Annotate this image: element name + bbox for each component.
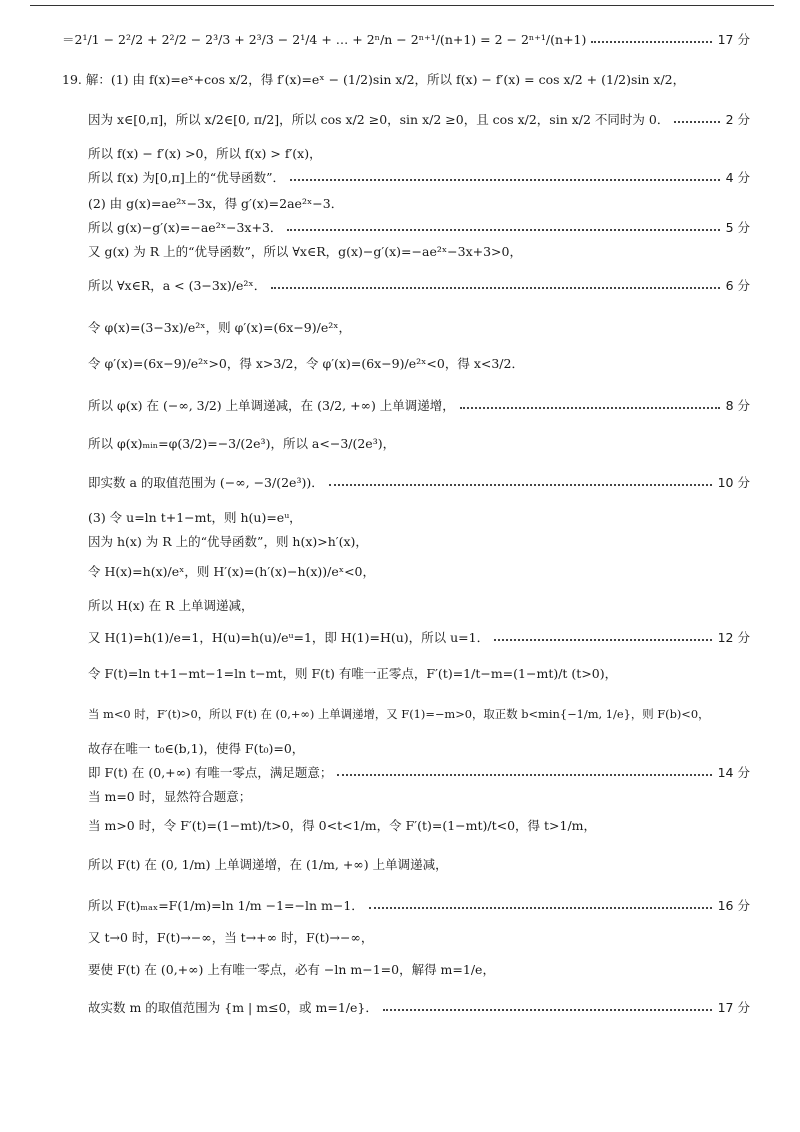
- dot-leader: [337, 774, 711, 776]
- solution-line: [62, 32, 750, 47]
- line-text: 所以 f(x) 为[0,π]上的“优导函数”．: [88, 170, 286, 185]
- dot-leader: [591, 41, 711, 43]
- score-label: 17 分: [717, 1000, 750, 1015]
- solution-line: [88, 818, 596, 833]
- solution-line: [62, 72, 685, 87]
- line-text: 所以 H(x) 在 R 上单调递减，: [88, 598, 254, 613]
- line-text: 又 g(x) 为 R 上的“优导函数”，所以 ∀x∈R，g(x)−g′(x)=−ae²ˣ−3x+3>0，: [88, 244, 522, 259]
- solution-line: [88, 930, 373, 945]
- solution-line: [88, 170, 750, 185]
- line-text: 所以 f(x) − f′(x) >0，所以 f(x) > f′(x)，: [88, 146, 322, 161]
- line-text: 因为 x∈[0,π]，所以 x/2∈[0, π/2]，所以 cos x/2 ≥0，sin x/2 ≥0，且 cos x/2，sin x/2 不同时为 0．: [88, 112, 670, 127]
- top-border-line: [30, 5, 774, 6]
- line-text: 所以 φ(x)ₘᵢₙ=φ(3/2)=−3/(2e³)，所以 a<−3/(2e³)，: [88, 436, 396, 451]
- page-bottom-margin: [0, 1072, 800, 1132]
- solution-line: [88, 278, 750, 293]
- solution-line: [88, 708, 710, 722]
- solution-line: [88, 666, 617, 681]
- solution-line: [88, 765, 750, 780]
- solution-line: [88, 962, 495, 977]
- line-text: (2) 由 g(x)=ae²ˣ−3x，得 g′(x)=2ae²ˣ−3．: [88, 196, 344, 211]
- score-label: 10 分: [717, 475, 750, 490]
- line-text: 当 m>0 时，令 F′(t)=(1−mt)/t>0，得 0<t<1/m，令 F′(t)=(1−mt)/t<0，得 t>1/m，: [88, 818, 597, 833]
- line-text: 19. 解：(1) 由 f(x)=eˣ+cos x/2，得 f′(x)=eˣ − (1/2)sin x/2，所以 f(x) − f′(x) = cos x/2 + (1/2)sin x/2，: [62, 72, 686, 87]
- score-label: 6 分: [725, 278, 750, 293]
- solution-line: [88, 196, 343, 211]
- dot-leader: [383, 1009, 712, 1011]
- solution-line: [88, 320, 351, 335]
- solution-line: [88, 356, 524, 371]
- solution-line: [88, 741, 304, 756]
- score-label: 14 分: [717, 765, 750, 780]
- dot-leader: [674, 121, 719, 123]
- solution-line: [88, 857, 448, 872]
- score-label: 4 分: [725, 170, 750, 185]
- line-text: 即 F(t) 在 (0,+∞) 有唯一零点，满足题意；: [88, 765, 333, 780]
- solution-line: [88, 112, 750, 127]
- line-text: 当 m=0 时，显然符合题意；: [88, 789, 252, 804]
- dot-leader: [369, 907, 712, 909]
- line-text: 又 t→0 时，F(t)→−∞，当 t→+∞ 时，F(t)→−∞，: [88, 930, 374, 945]
- dot-leader: [460, 407, 720, 409]
- solution-line: [88, 534, 368, 549]
- score-label: 5 分: [725, 220, 750, 235]
- score-label: 2 分: [725, 112, 750, 127]
- solution-line: [88, 436, 395, 451]
- solution-line: [88, 630, 750, 645]
- line-text: 所以 g(x)−g′(x)=−ae²ˣ−3x+3．: [88, 220, 283, 235]
- line-text: 令 φ(x)=(3−3x)/e²ˣ，则 φ′(x)=(6x−9)/e²ˣ，: [88, 320, 352, 335]
- solution-line: [88, 220, 750, 235]
- line-text: 当 m<0 时，F′(t)>0，所以 F(t) 在 (0,+∞) 上单调递增，又 F(1)=−m>0，取正数 b<min{−1/m, 1/e}，则 F(b)<0，: [88, 707, 710, 721]
- solution-line: [88, 510, 302, 525]
- solution-line: [88, 398, 750, 413]
- score-label: 16 分: [717, 898, 750, 913]
- solution-line: [88, 146, 322, 161]
- line-text: 故实数 m 的取值范围为 {m | m≤0，或 m=1/e}．: [88, 1000, 378, 1015]
- score-label: 12 分: [717, 630, 750, 645]
- line-text: 即实数 a 的取值范围为 (−∞, −3/(2e³))．: [88, 475, 324, 490]
- line-text: 所以 F(t) 在 (0, 1/m) 上单调递增，在 (1/m, +∞) 上单调递减，: [88, 857, 448, 872]
- dot-leader: [494, 639, 711, 641]
- solution-line: [88, 598, 254, 613]
- solution-line: [88, 564, 375, 579]
- dot-leader: [329, 484, 712, 486]
- line-text: ＝2¹/1 − 2²/2 + 2²/2 − 2³/3 + 2³/3 − 2¹/4 + … + 2ⁿ/n − 2ⁿ⁺¹/(n+1) = 2 − 2ⁿ⁺¹/(n+1): [62, 32, 587, 47]
- solution-line: [88, 475, 750, 490]
- dot-leader: [287, 229, 719, 231]
- dot-leader: [290, 179, 720, 181]
- line-text: 要使 F(t) 在 (0,+∞) 上有唯一零点，必有 −ln m−1=0，解得 m=1/e，: [88, 962, 495, 977]
- line-text: 令 φ′(x)=(6x−9)/e²ˣ>0，得 x>3/2，令 φ′(x)=(6x−9)/e²ˣ<0，得 x<3/2．: [88, 356, 524, 371]
- solution-line: [88, 1000, 750, 1015]
- line-text: 因为 h(x) 为 R 上的“优导函数”，则 h(x)>h′(x)，: [88, 534, 368, 549]
- score-label: 17 分: [717, 32, 750, 47]
- line-text: 所以 φ(x) 在 (−∞, 3/2) 上单调递减，在 (3/2, +∞) 上单调递增，: [88, 398, 455, 413]
- line-text: 所以 ∀x∈R，a < (3−3x)/e²ˣ．: [88, 278, 267, 293]
- line-text: 所以 F(t)ₘₐₓ=F(1/m)=ln 1/m −1=−ln m−1．: [88, 898, 364, 913]
- solution-line: [88, 898, 750, 913]
- solution-line: [88, 244, 522, 259]
- line-text: 又 H(1)=h(1)/e=1，H(u)=h(u)/eᵘ=1，即 H(1)=H(u)，所以 u=1．: [88, 630, 490, 645]
- solution-line: [88, 789, 251, 804]
- line-text: 令 F(t)=ln t+1−mt−1=ln t−mt，则 F(t) 有唯一正零点，F′(t)=1/t−m=(1−mt)/t (t>0)，: [88, 666, 618, 681]
- line-text: 故存在唯一 t₀∈(b,1)，使得 F(t₀)=0，: [88, 741, 305, 756]
- line-text: (3) 令 u=ln t+1−mt，则 h(u)=eᵘ，: [88, 510, 302, 525]
- score-label: 8 分: [725, 398, 750, 413]
- line-text: 令 H(x)=h(x)/eˣ，则 H′(x)=(h′(x)−h(x))/eˣ<0，: [88, 564, 376, 579]
- dot-leader: [271, 287, 719, 289]
